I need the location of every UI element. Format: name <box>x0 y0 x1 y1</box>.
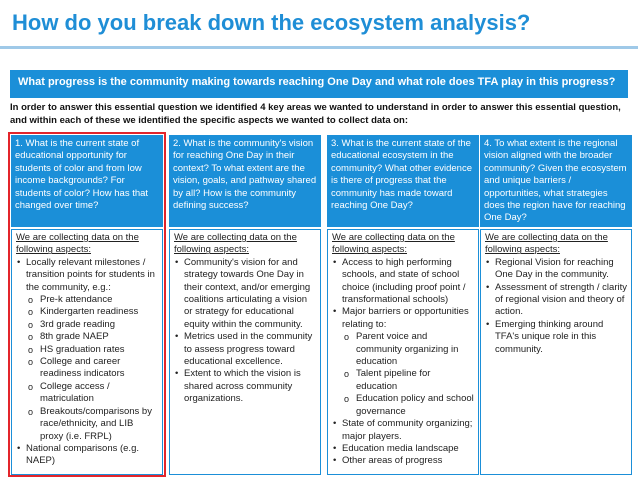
column-3-aspects <box>327 229 479 475</box>
sub-aspect-item: o Kindergarten readiness <box>16 306 158 318</box>
aspect-item: • Locally relevant milestones / transition points for students in the community, e.g.: <box>16 257 158 294</box>
column-1-heading: 1. What is the current state of educational opportunity for students of color and from low income backgrounds? For students of color? How has that changed over time? <box>11 135 163 227</box>
aspect-item: • National comparisons (e.g. NAEP) <box>16 443 158 468</box>
sub-aspect-item: o College access / matriculation <box>16 381 158 406</box>
aspect-item: • State of community organizing; major players. <box>332 418 474 443</box>
aspect-list <box>485 257 627 356</box>
collecting-label: We are collecting data on the following aspects: <box>332 232 455 256</box>
aspect-item: • Emerging thinking around TFA's unique role in this community. <box>485 319 627 356</box>
collecting-label: We are collecting data on the following aspects: <box>174 232 297 256</box>
sub-aspect-item: o HS graduation rates <box>16 344 158 356</box>
sub-aspect-item: o Breakouts/comparisons by race/ethnicity, and LIB proxy (i.e. FRPL) <box>16 406 158 443</box>
sub-aspect-item: o College and career readiness indicators <box>16 356 158 381</box>
sub-aspect-item: o 8th grade NAEP <box>16 331 158 343</box>
collecting-label: We are collecting data on the following aspects: <box>16 232 139 256</box>
slide-title: How do you break down the ecosystem analysis? <box>12 10 531 35</box>
sub-aspect-list <box>16 294 158 443</box>
sub-aspect-item: o Talent pipeline for education <box>332 368 474 393</box>
sub-aspect-item: o Parent voice and community organizing in education <box>332 331 474 368</box>
aspect-item: • Regional Vision for reaching One Day in the community. <box>485 257 627 282</box>
aspect-item: • Community's vision for and strategy towards One Day in their context, and/or emerging coalitions articulating a vision or strategy for educational equity within the community. <box>174 257 316 331</box>
aspect-item: • Assessment of strength / clarity of regional vision and theory of action. <box>485 282 627 319</box>
aspect-item: • Metrics used in the community to assess progress toward educational excellence. <box>174 331 316 368</box>
column-2-heading: 2. What is the community's vision for reaching One Day in their context? To what extent are the vision, goals, and pathway shared by all? How is the community defining success? <box>169 135 321 227</box>
title-divider <box>0 46 638 49</box>
aspect-list <box>16 257 158 468</box>
aspect-item: • Access to high performing schools, and state of school choice (including proof point / transformational schools) <box>332 257 474 307</box>
column-4-heading: 4. To what extent is the regional vision aligned with the broader community? Given the ecosystem and unique barriers / opportunities, what strategies does the region have for reaching One Day? <box>480 135 632 227</box>
sub-aspect-item: o Education policy and school governance <box>332 393 474 418</box>
aspect-list <box>174 257 316 406</box>
collecting-label: We are collecting data on the following aspects: <box>485 232 608 256</box>
aspect-item: • Extent to which the vision is shared across community organizations. <box>174 368 316 405</box>
aspect-item: • Major barriers or opportunities relating to: <box>332 306 474 331</box>
sub-aspect-item: o 3rd grade reading <box>16 319 158 331</box>
aspect-item: • Other areas of progress <box>332 455 474 467</box>
essential-question-banner: What progress is the community making towards reaching One Day and what role does TFA play in this progress? <box>10 70 628 98</box>
column-4-aspects <box>480 229 632 475</box>
intro-text: In order to answer this essential question we identified 4 key areas we wanted to understand in order to answer this essential question, and within each of these we identified the specific aspects we wanted to collect data on: <box>10 102 621 126</box>
aspect-item: • Education media landscape <box>332 443 474 455</box>
sub-aspect-item: o Pre-k attendance <box>16 294 158 306</box>
aspect-list <box>332 257 474 468</box>
column-2-aspects <box>169 229 321 475</box>
column-3-heading: 3. What is the current state of the educational ecosystem in the community? What other evidence is there of progress that the community has made toward reaching One Day? <box>327 135 479 227</box>
column-1-aspects <box>11 229 163 475</box>
sub-aspect-list <box>332 331 474 418</box>
